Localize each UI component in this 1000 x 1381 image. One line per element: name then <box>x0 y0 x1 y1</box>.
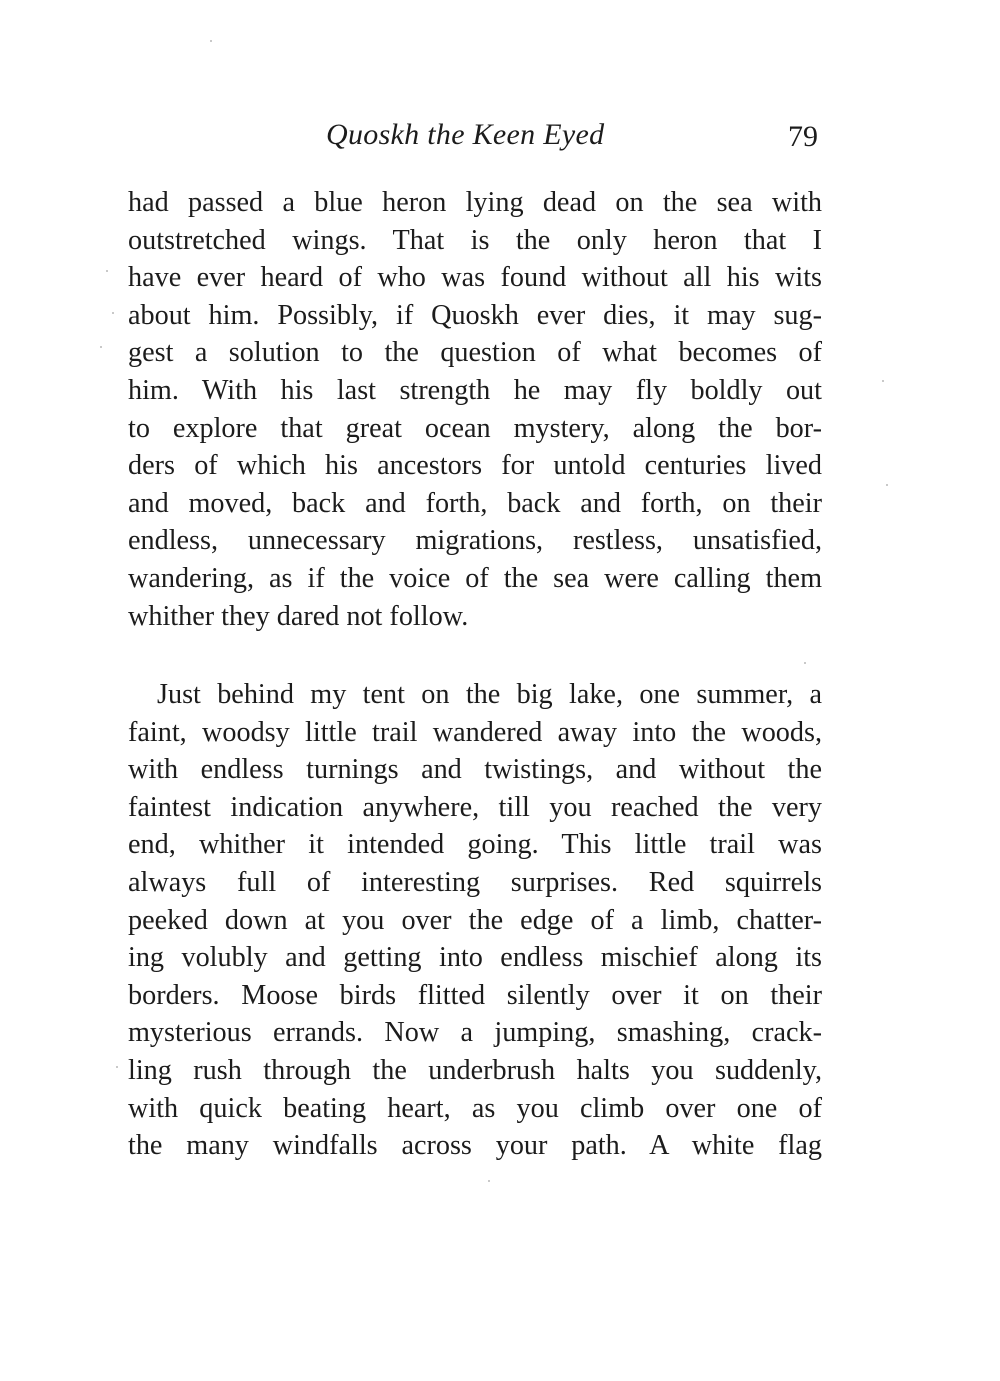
text-line: with quick beating heart, as you climb over one of <box>128 1092 822 1124</box>
text-line: to explore that great ocean mystery, along the bor- <box>128 412 822 444</box>
text-line: had passed a blue heron lying dead on the sea with <box>128 187 822 218</box>
text-line: faintest indication anywhere, till you reached the very <box>128 791 822 823</box>
text-line: faint, woodsy little trail wandered away into the woods, <box>128 716 822 748</box>
running-title: Quoskh the Keen Eyed <box>326 118 605 151</box>
text-line: outstretched wings. That is the only heron that I <box>128 224 822 256</box>
text-line: and moved, back and forth, back and forth, on their <box>128 487 822 519</box>
text-line: ing volubly and getting into endless mischief along its <box>128 942 822 974</box>
scan-speck <box>106 270 108 272</box>
text-line: gest a solution to the question of what becomes of <box>128 337 822 369</box>
text-line: whither they dared not follow. <box>128 600 469 632</box>
text-line: peeked down at you over the edge of a limb, chatter- <box>128 904 822 936</box>
scan-speck <box>112 312 114 314</box>
text-line: ders of which his ancestors for untold centuries lived <box>128 450 822 482</box>
paragraph-continued <box>128 184 822 635</box>
text-line: ling rush through the underbrush halts you suddenly, <box>128 1054 822 1086</box>
text-line: have ever heard of who was found without all his wits <box>128 262 822 294</box>
scan-speck <box>116 1066 118 1068</box>
text-line: about him. Possibly, if Quoskh ever dies, it may sug- <box>128 299 822 331</box>
text-line: borders. Moose birds flitted silently over it on their <box>128 979 822 1011</box>
running-head <box>0 118 1000 162</box>
scan-speck <box>804 662 806 664</box>
scan-speck <box>210 40 212 42</box>
text-line: him. With his last strength he may fly boldly out <box>128 374 822 406</box>
scan-speck <box>100 346 102 348</box>
text-line: Just behind my tent on the big lake, one summer, a <box>157 679 822 710</box>
text-line: end, whither it intended going. This little trail was <box>128 829 822 861</box>
text-line: always full of interesting surprises. Red squirrels <box>128 866 822 898</box>
scan-speck <box>488 1180 490 1182</box>
scan-speck <box>882 380 884 382</box>
paragraph-trail <box>128 676 822 1165</box>
text-line: with endless turnings and twistings, and without the <box>128 754 822 786</box>
text-line: endless, unnecessary migrations, restless, unsatisfied, <box>128 525 822 557</box>
text-line: the many windfalls across your path. A white flag <box>128 1130 822 1162</box>
scan-speck <box>886 484 888 486</box>
page-number: 79 <box>788 120 818 153</box>
text-line: wandering, as if the voice of the sea were calling them <box>128 562 822 594</box>
text-line: mysterious errands. Now a jumping, smashing, crack- <box>128 1017 822 1049</box>
